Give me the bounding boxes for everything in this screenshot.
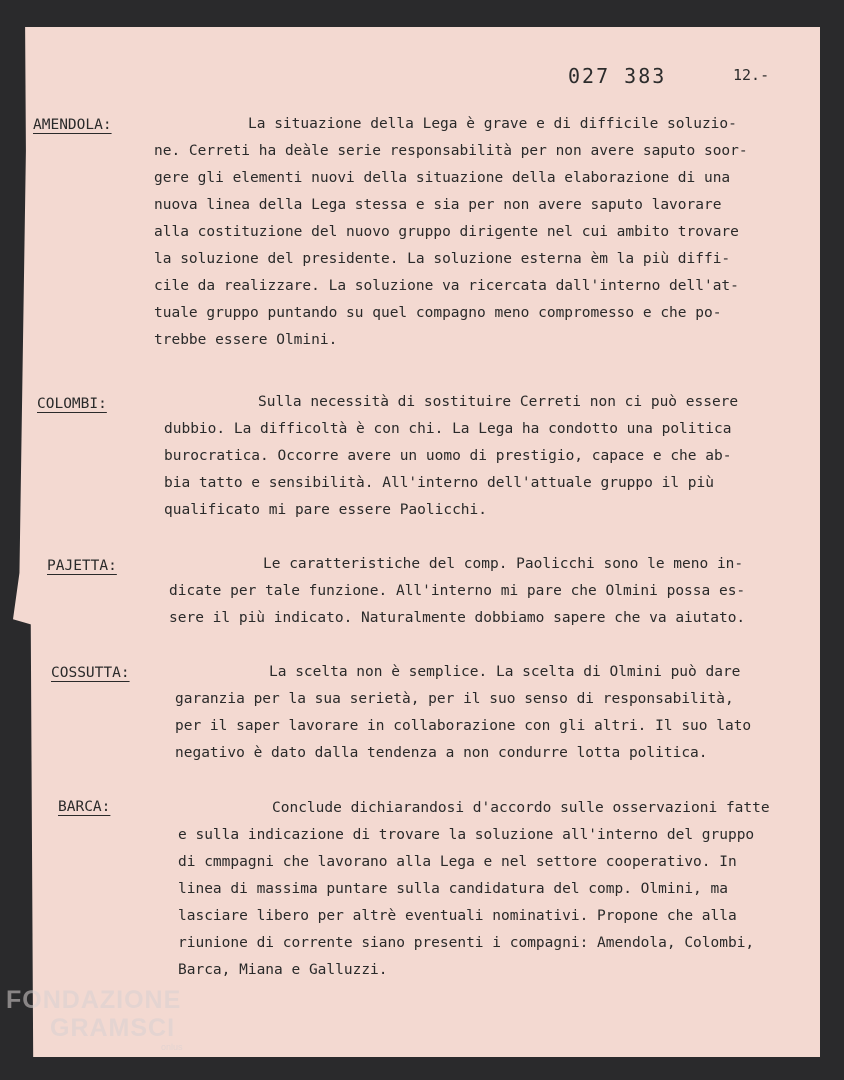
watermark-line: FONDAZIONE	[6, 986, 182, 1014]
paragraph-line: sere il più indicato. Naturalmente dobbiamo sapere che va aiutato.	[169, 610, 746, 626]
paragraph-line: tuale gruppo puntando su quel compagno meno compromesso e che po-	[154, 305, 722, 321]
paragraph-line: dubbio. La difficoltà è con chi. La Lega ha condotto una politica	[164, 421, 732, 437]
speaker-name-barca: BARCA:	[58, 799, 111, 815]
paragraph-line: linea di massima puntare sulla candidatura del comp. Olmini, ma	[178, 881, 728, 897]
speaker-name-pajetta: PAJETTA:	[47, 558, 117, 574]
speaker-name-amendola: AMENDOLA:	[33, 117, 112, 133]
paragraph-line: Conclude dichiarandosi d'accordo sulle osservazioni fatte	[272, 800, 770, 816]
paragraph-line: la soluzione del presidente. La soluzione esterna èm la più diffi-	[154, 251, 731, 267]
paragraph-line: ne. Cerreti ha deàle serie responsabilità per non avere saputo soor-	[154, 143, 748, 159]
paragraph-line: La scelta non è semplice. La scelta di Olmini può dare	[269, 664, 741, 680]
paragraph-line: burocratica. Occorre avere un uomo di prestigio, capace e che ab-	[164, 448, 732, 464]
paragraph-line: La situazione della Lega è grave e di difficile soluzio-	[248, 116, 737, 132]
paragraph-line: per il saper lavorare in collaborazione con gli altri. Il suo lato	[175, 718, 752, 734]
speaker-name-colombi: COLOMBI:	[37, 396, 107, 412]
page-number: 12.-	[733, 66, 770, 84]
paragraph-line: riunione di corrente siano presenti i compagni: Amendola, Colombi,	[178, 935, 755, 951]
speaker-paragraph-amendola	[154, 111, 824, 354]
archive-document-number: 027 383	[568, 64, 667, 88]
paragraph-line: cile da realizzare. La soluzione va ricercata dall'interno dell'at-	[154, 278, 739, 294]
paragraph-line: alla costituzione del nuovo gruppo dirigente nel cui ambito trovare	[154, 224, 739, 240]
watermark-line: onlus	[161, 1042, 183, 1052]
paragraph-line: qualificato mi pare essere Paolicchi.	[164, 502, 488, 518]
paragraph-line: gere gli elementi nuovi della situazione della elaborazione di una	[154, 170, 731, 186]
paragraph-line: bia tatto e sensibilità. All'interno dell'attuale gruppo il più	[164, 475, 714, 491]
paragraph-line: Le caratteristiche del comp. Paolicchi sono le meno in-	[263, 556, 744, 572]
paragraph-line: trebbe essere Olmini.	[154, 332, 338, 348]
speaker-paragraph-barca	[178, 795, 844, 984]
paragraph-line: Sulla necessità di sostituire Cerreti non ci può essere	[258, 394, 739, 410]
watermark-line: GRAMSCI	[50, 1014, 176, 1042]
speaker-paragraph-colombi	[164, 389, 834, 524]
speaker-paragraph-cossutta	[175, 659, 844, 767]
paragraph-line: di cmmpagni che lavorano alla Lega e nel settore cooperativo. In	[178, 854, 737, 870]
speaker-name-cossutta: COSSUTTA:	[51, 665, 130, 681]
paragraph-line: nuova linea della Lega stessa e sia per non avere saputo lavorare	[154, 197, 722, 213]
paragraph-line: negativo è dato dalla tendenza a non condurre lotta politica.	[175, 745, 708, 761]
paragraph-line: garanzia per la sua serietà, per il suo senso di responsabilità,	[175, 691, 734, 707]
speaker-paragraph-pajetta	[169, 551, 839, 632]
paragraph-line: dicate per tale funzione. All'interno mi pare che Olmini possa es-	[169, 583, 746, 599]
fondazione-gramsci-watermark	[6, 986, 183, 1052]
paragraph-line: e sulla indicazione di trovare la soluzione all'interno del gruppo	[178, 827, 755, 843]
paragraph-line: Barca, Miana e Galluzzi.	[178, 962, 388, 978]
paragraph-line: lasciare libero per altrè eventuali nominativi. Propone che alla	[178, 908, 737, 924]
